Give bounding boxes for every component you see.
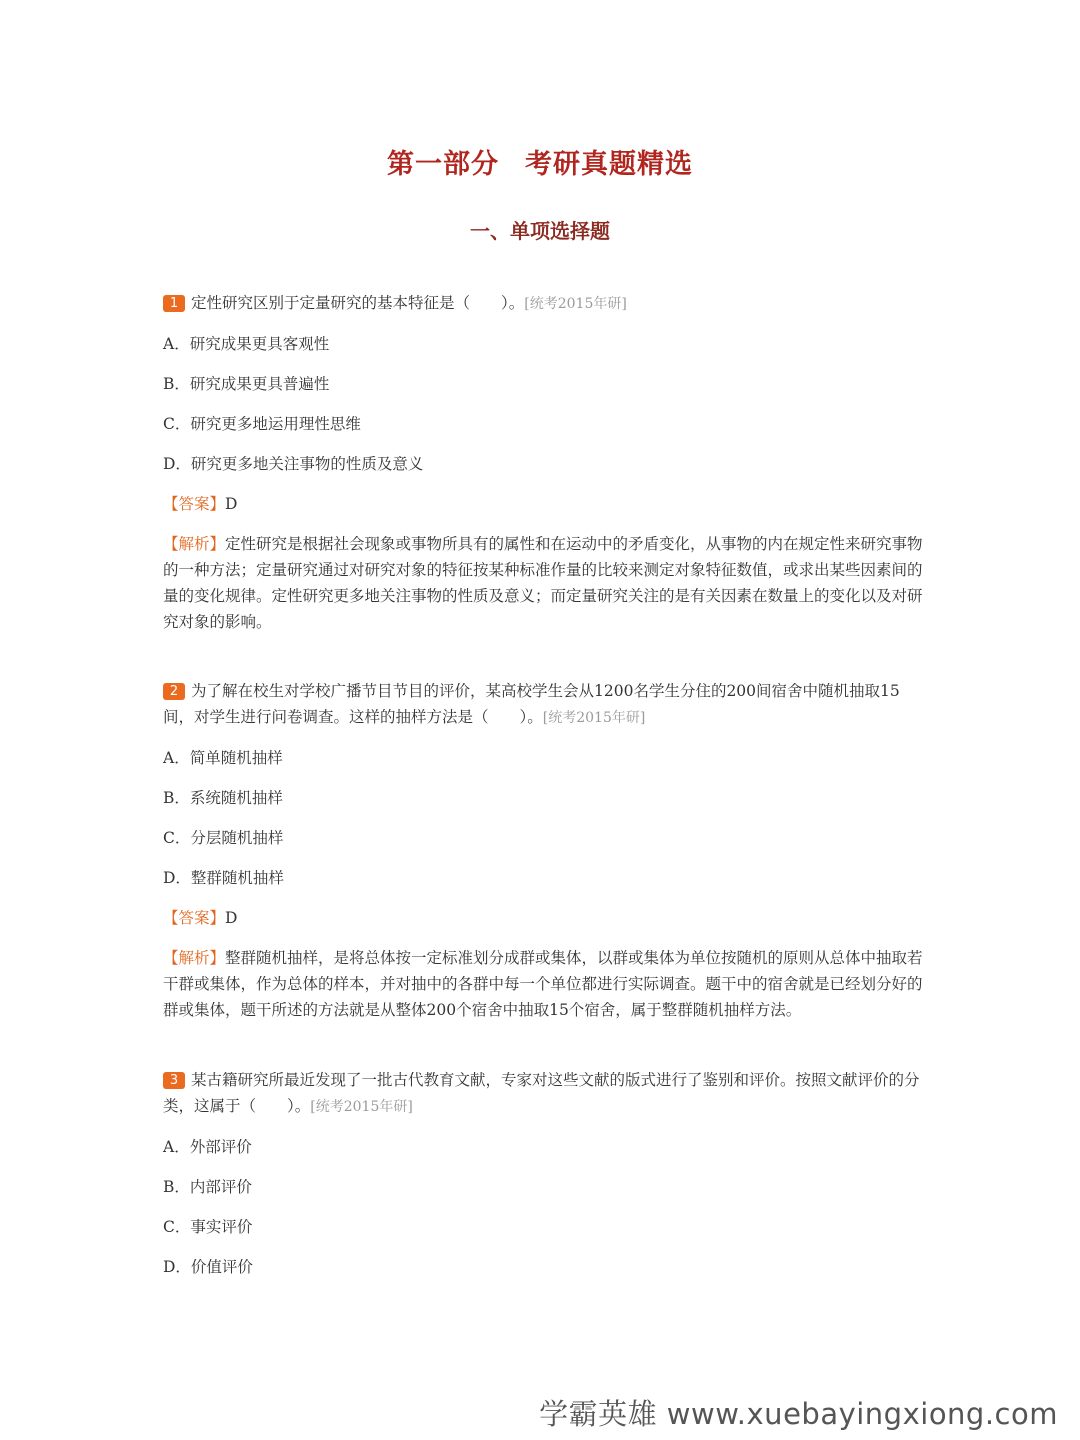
question-text: 某古籍研究所最近发现了一批古代教育文献，专家对这些文献的版式进行了鉴别和评价。按照文献评价的分类，这属于（ ）。	[163, 1071, 920, 1115]
answer	[163, 905, 923, 931]
question-number-badge: 1	[163, 295, 185, 312]
option-b: B．内部评价	[163, 1178, 252, 1196]
option-b: B．研究成果更具普遍性	[163, 375, 330, 393]
option-c: C．分层随机抽样	[163, 829, 284, 847]
option-c: C．事实评价	[163, 1218, 253, 1236]
option-d: D．研究更多地关注事物的性质及意义	[163, 455, 424, 473]
answer-tag: 【答案】	[163, 495, 226, 513]
option-b: B．系统随机抽样	[163, 789, 283, 807]
question-source: [统考2015年研]	[542, 710, 646, 726]
option-a: A．简单随机抽样	[163, 749, 283, 767]
question-source: [统考2015年研]	[524, 296, 627, 312]
question-stem	[163, 678, 923, 731]
page-title-part: 第一部分	[387, 149, 499, 180]
option-d: D．价值评价	[163, 1258, 253, 1276]
answer-tag: 【答案】	[163, 909, 226, 927]
option-c: C．研究更多地运用理性思维	[163, 415, 361, 433]
section-title: 一、单项选择题	[470, 219, 610, 243]
question-3	[163, 1067, 923, 1280]
analysis-text: 定性研究是根据社会现象或事物所具有的属性和在运动中的矛盾变化，从事物的内在规定性来研究事物的一种方法；定量研究通过对研究对象的特征按某种标准作量的比较来测定对象特征数值，或求出某些因素间的量的变化规律。定性研究更多地关注事物的性质及意义；而定量研究关注的是有关因素在数量上的变化以及对研究对象的影响。	[163, 535, 923, 631]
question-number-badge: 3	[163, 1072, 185, 1089]
answer	[163, 491, 923, 517]
watermark: 学霸英雄 www.xuebayingxiong.com	[539, 1397, 1058, 1431]
page-title	[0, 142, 1080, 181]
question-stem	[163, 290, 923, 317]
question-text: 为了解在校生对学校广播节目节目的评价，某高校学生会从1200名学生分住的200间宿舍中随机抽取15间，对学生进行问卷调查。这样的抽样方法是（ ）。	[163, 682, 900, 726]
question-source: [统考2015年研]	[310, 1099, 413, 1115]
page-title-name: 考研真题精选	[525, 149, 693, 180]
question-stem	[163, 1067, 923, 1120]
analysis-tag: 【解析】	[163, 535, 226, 553]
analysis-text: 整群随机抽样，是将总体按一定标准划分成群或集体，以群或集体为单位按随机的原则从总体中抽取若干群或集体，作为总体的样本，并对抽中的各群中每一个单位都进行实际调查。题干中的宿舍就是已经划分好的群或集体，题干所述的方法就是从整体200个宿舍中抽取15个宿舍，属于整群随机抽样方法。	[163, 949, 923, 1019]
answer-value: D	[225, 909, 238, 927]
analysis-tag: 【解析】	[163, 949, 226, 967]
question-number-badge: 2	[163, 683, 185, 700]
option-a: A．外部评价	[163, 1138, 252, 1156]
question-1	[163, 290, 923, 635]
answer-value: D	[225, 495, 238, 513]
question-text: 定性研究区别于定量研究的基本特征是（ ）。	[191, 294, 525, 312]
option-d: D．整群随机抽样	[163, 869, 284, 887]
question-2	[163, 678, 923, 1023]
analysis	[163, 531, 923, 635]
option-a: A．研究成果更具客观性	[163, 335, 330, 353]
analysis	[163, 945, 923, 1023]
